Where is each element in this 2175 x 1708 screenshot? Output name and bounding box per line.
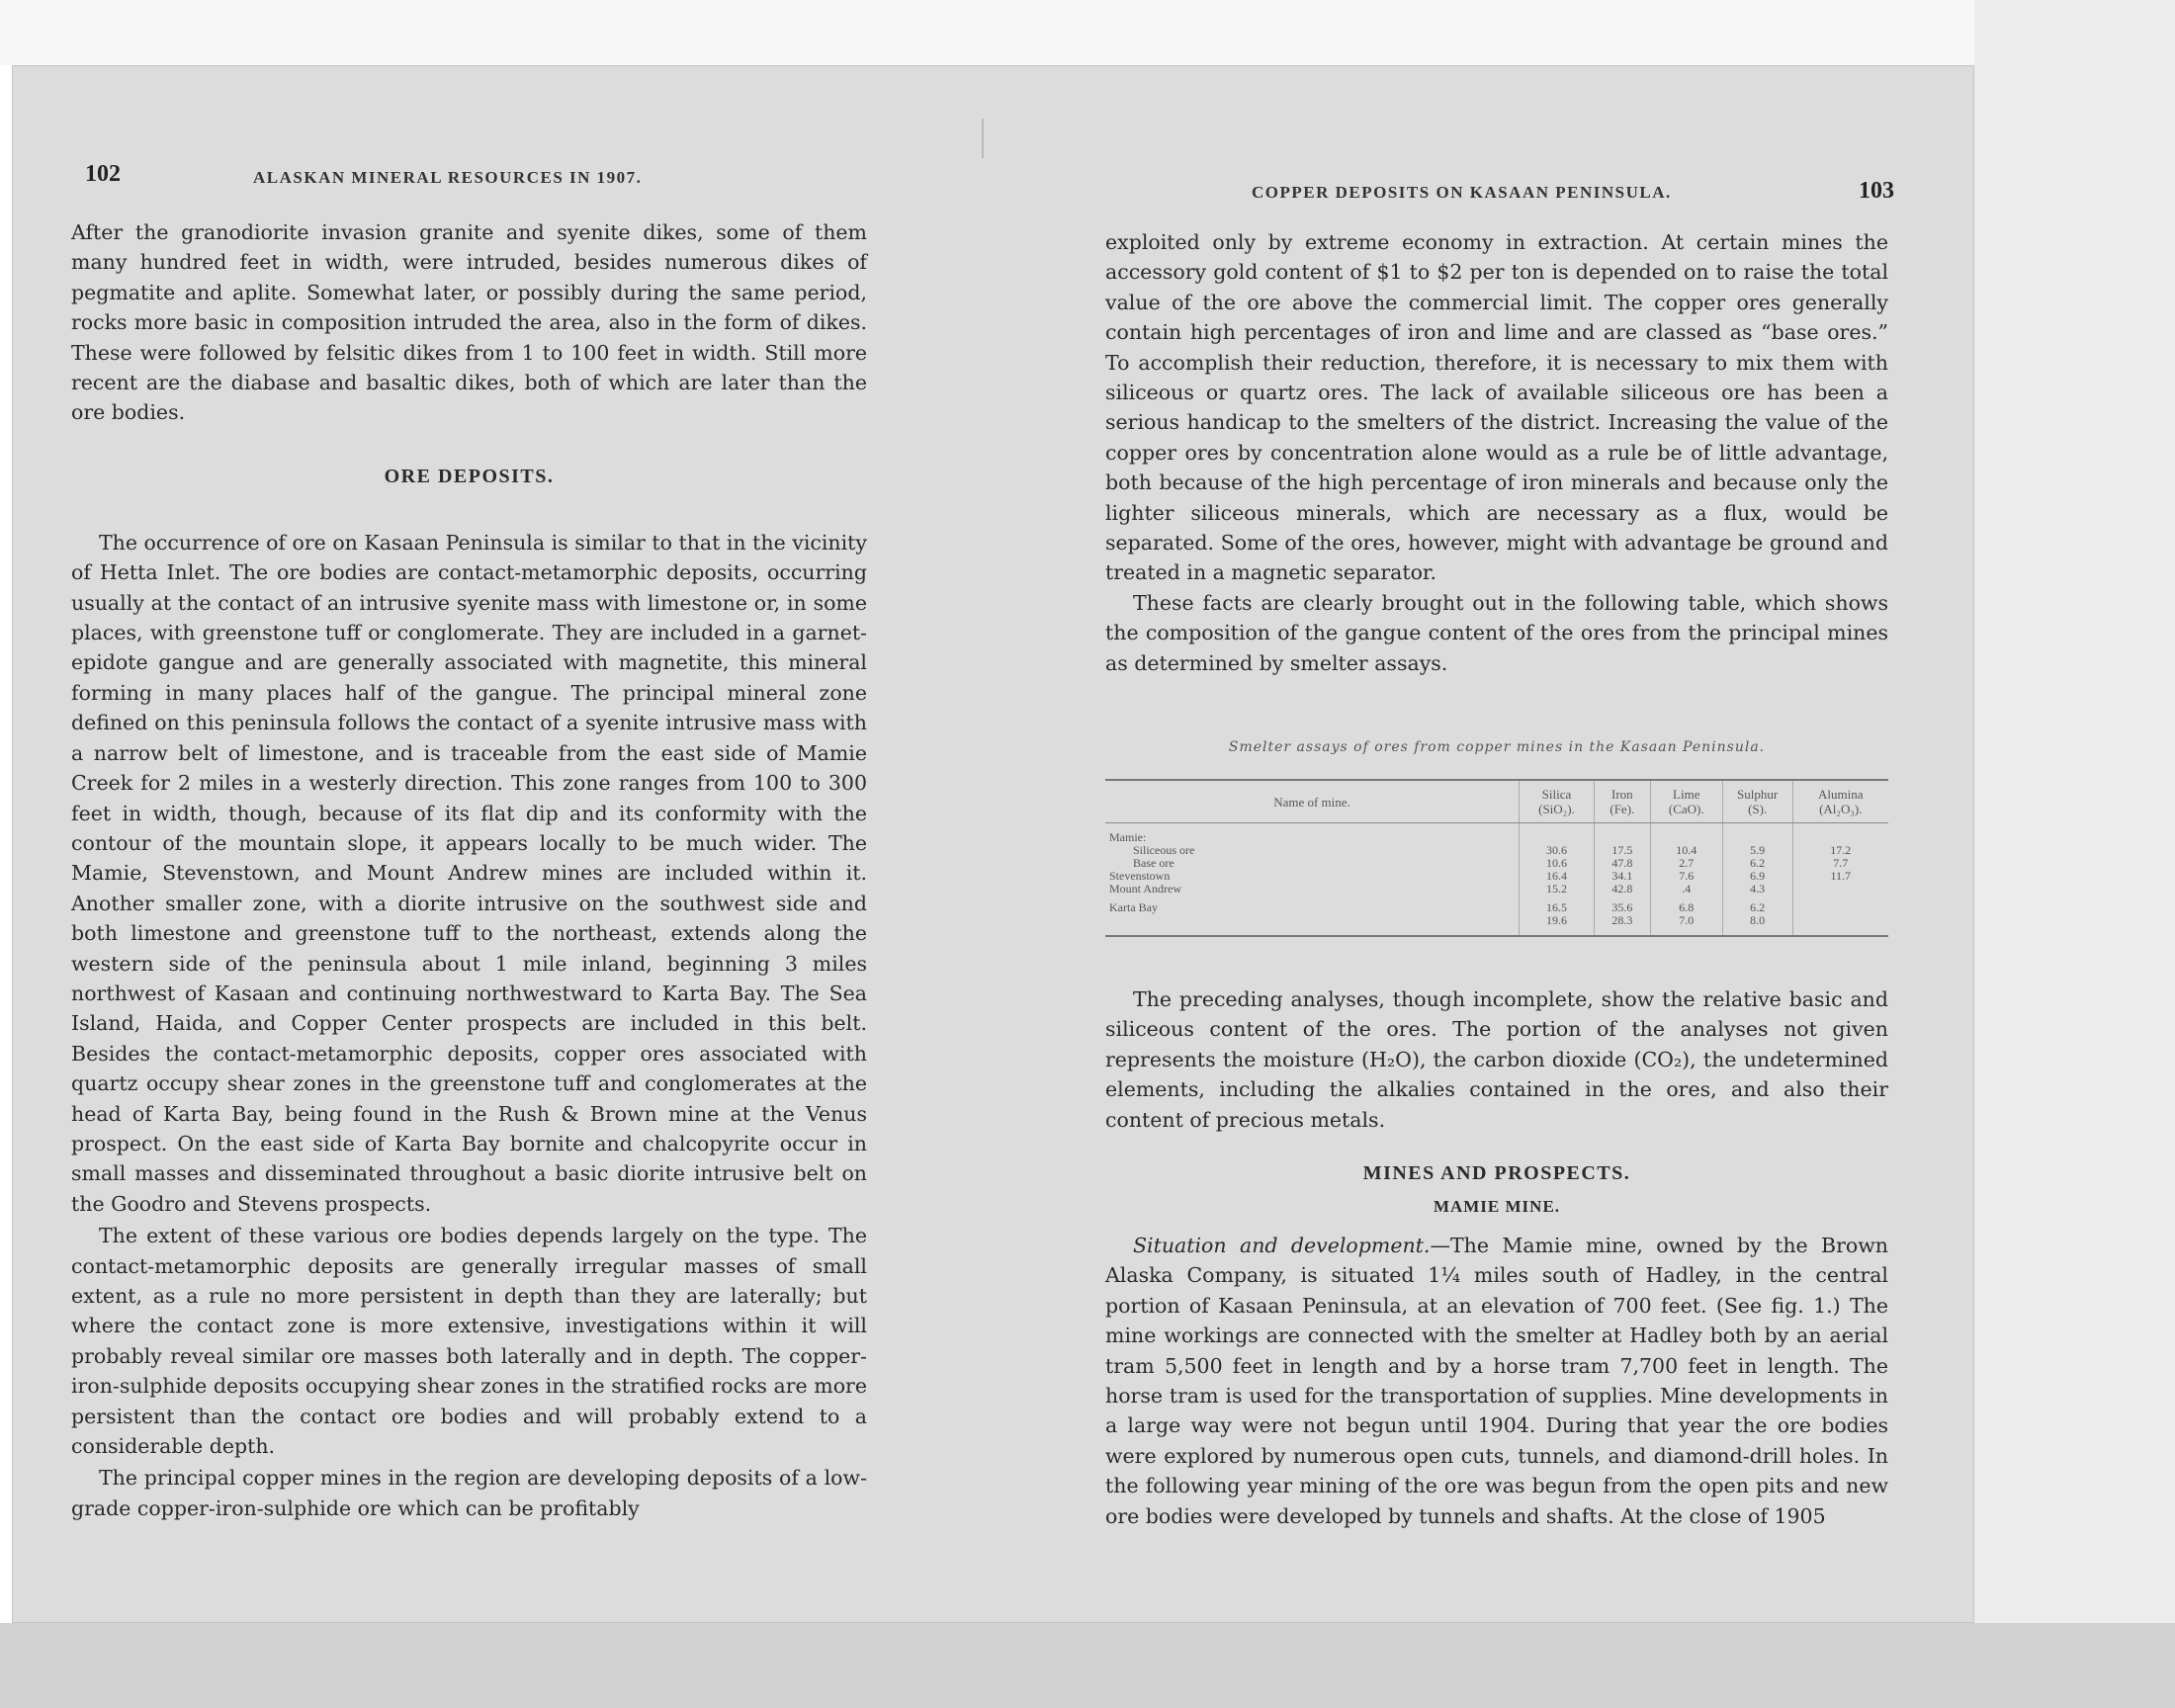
col-header-sulphur: Sulphur (S). — [1722, 780, 1792, 823]
table-row: Karta Bay 16.5 35.6 6.8 6.2 — [1105, 896, 1888, 914]
ore-deposits-heading: ORE DEPOSITS. — [384, 465, 555, 487]
right-paragraph-1: exploited only by extreme economy in extraction. At certain mines the accessory gold content of $1 to $2 per ton is depended on to raise the total value of the ore above the commercial limit. The copper ores generally contain high percentages of iron and lime and are classed as “base ores.” To accomplish their reduction, therefore, it is necessary to mix them with siliceous or quartz ores. The lack of available siliceous ore has been a serious handicap to the smelters of the district. Increasing the value of the copper ores by concentration alone would as a rule be of little advantage, both because of the high percentage of iron minerals and because only the lighter siliceous minerals, which are necessary as a flux, would be separated. Some of the ores, however, might with advantage be ground and treated in a magnetic separator. — [1105, 230, 1888, 585]
col-header-lime: Lime (CaO). — [1650, 780, 1722, 823]
right-running-head: COPPER DEPOSITS ON KASAAN PENINSULA. — [1252, 183, 1672, 202]
table-row: Mount Andrew 15.2 42.8 .4 4.3 — [1105, 883, 1888, 896]
table-group-label: Mamie: — [1105, 823, 1520, 845]
table-header-row — [1105, 780, 1888, 823]
left-paragraph-1: After the granodiorite invasion granite and syenite dikes, some of them many hundred feet in width, were intruded, besides numerous dikes of pegmatite and aplite. Somewhat later, or possibly during the same period, rocks more basic in composition intruded the area, also in the form of dikes. These were followed by felsitic dikes from 1 to 100 feet in width. Still more recent are the diabase and basaltic dikes, both of which are later than the ore bodies. — [71, 220, 867, 425]
table-row: Base ore 10.6 47.8 2.7 6.2 7.7 — [1105, 857, 1888, 870]
left-paragraph-4: The principal copper mines in the region are developing deposits of a low-grade copper-iron-sulphide ore which can be profitably — [71, 1466, 867, 1520]
table-row: Siliceous ore 30.6 17.5 10.4 5.9 17.2 — [1105, 844, 1888, 857]
col-header-name: Name of mine. — [1105, 780, 1520, 823]
scan-top-margin — [0, 0, 1989, 65]
right-paragraph-4 — [1105, 1231, 1888, 1531]
situation-development-label: Situation and development. — [1133, 1234, 1431, 1258]
right-paragraph-3: The preceding analyses, though incomplete, show the relative basic and siliceous content of the ores. The portion of the analyses not given represents the moisture (H₂O), the carbon dioxide (CO₂), the undetermined elements, including the alkalies contained in the ores, and also their content of precious metals. — [1105, 987, 1888, 1132]
col-header-alumina: Alumina (Al₂O₃). — [1792, 780, 1888, 823]
right-column-bottom — [1105, 984, 1888, 1531]
col-header-silica: Silica (SiO₂). — [1520, 780, 1595, 823]
mines-and-prospects-heading: MINES AND PROSPECTS. — [1362, 1162, 1631, 1185]
table-caption: Smelter assays of ores from copper mines in the Kasaan Peninsula. — [1228, 739, 1766, 755]
mamie-mine-heading: MAMIE MINE. — [1433, 1197, 1561, 1217]
col-header-iron: Iron (Fe). — [1594, 780, 1650, 823]
table-row: 19.6 28.3 7.0 8.0 — [1105, 914, 1888, 936]
right-paragraph-2: These facts are clearly brought out in the following table, which shows the composition of the gangue content of the ores from the principal mines as determined by smelter assays. — [1105, 590, 1888, 675]
smelter-assay-table — [1105, 779, 1888, 937]
left-page-number: 102 — [85, 161, 121, 187]
page-fold — [982, 119, 984, 158]
left-paragraph-2: The occurrence of ore on Kasaan Peninsula is similar to that in the vicinity of Hetta Inlet. The ore bodies are contact-metamorphic deposits, occurring usually at the contact of an intrusive syenite mass with limestone or, in some places, with greenstone tuff or conglomerate. They are included in a garnet-epidote gangue and are generally associated with magnetite, this mineral forming in many places half of the gangue. The principal mineral zone defined on this peninsula follows the contact of a syenite intrusive mass with a narrow belt of limestone, and is traceable from the east side of Mamie Creek for 2 miles in a westerly direction. This zone ranges from 100 to 300 feet in width, though, because of its flat dip and its conformity with the contour of the mountain slope, it appears locally to be much wider. The Mamie, Stevenstown, and Mount Andrew mines are included within it. Another smaller zone, with a diorite intrusive on the southwest side and both limestone and greenstone tuff to the northeast, extends along the western side of the peninsula about 1 mile inland, beginning 3 miles northwest of Kasaan and continuing northwestward to Karta Bay. The Sea Island, Haida, and Copper Center prospects are included in this belt. Besides the contact-metamorphic deposits, copper ores associated with quartz occupy shear zones in the greenstone tuff and conglomerates at the head of Karta Bay, being found in the Rush & Brown mine at the Venus prospect. On the east side of Karta Bay bornite and chalcopyrite occur in small masses and disseminated throughout a basic diorite intrusive belt on the Goodro and Stevens prospects. — [71, 530, 867, 1216]
right-paragraph-4-text: —The Mamie mine, owned by the Brown Alaska Company, is situated 1¼ miles south of Hadley, in the central portion of Kasaan Peninsula, at an elevation of 700 feet. (See fig. 1.) The mine workings are connected with the smelter at Hadley both by an aerial tram 5,500 feet in length and by a horse tram 7,700 feet in length. The horse tram is used for the transportation of supplies. Mine developments in a large way were not begun until 1904. During that year the ore bodies were explored by numerous open cuts, tunnels, and diamond-drill holes. In the following year mining of the ore was begun from the open pits and new ore bodies were developed by tunnels and shafts. At the close of 1905 — [1105, 1234, 1889, 1528]
table-row: Stevenstown 16.4 34.1 7.6 6.9 11.7 — [1105, 870, 1888, 883]
right-page-number: 103 — [1859, 178, 1894, 204]
left-column — [71, 217, 867, 1523]
scan-right-margin — [1974, 0, 2175, 1708]
left-paragraph-3: The extent of these various ore bodies depends largely on the type. The contact-metamorphic deposits are generally irregular masses of small extent, as a rule no more persistent in depth than they are laterally; but where the contact zone is more extensive, investigations within it will probably reveal similar ore masses both laterally and in depth. The copper-iron-sulphide deposits occupying shear zones in the stratified rocks are more persistent than the contact ore bodies and will probably extend to a considerable depth. — [71, 1224, 867, 1459]
right-column-top — [1105, 227, 1888, 678]
scan-bottom-margin — [0, 1623, 2175, 1708]
left-running-head: ALASKAN MINERAL RESOURCES IN 1907. — [253, 168, 643, 187]
